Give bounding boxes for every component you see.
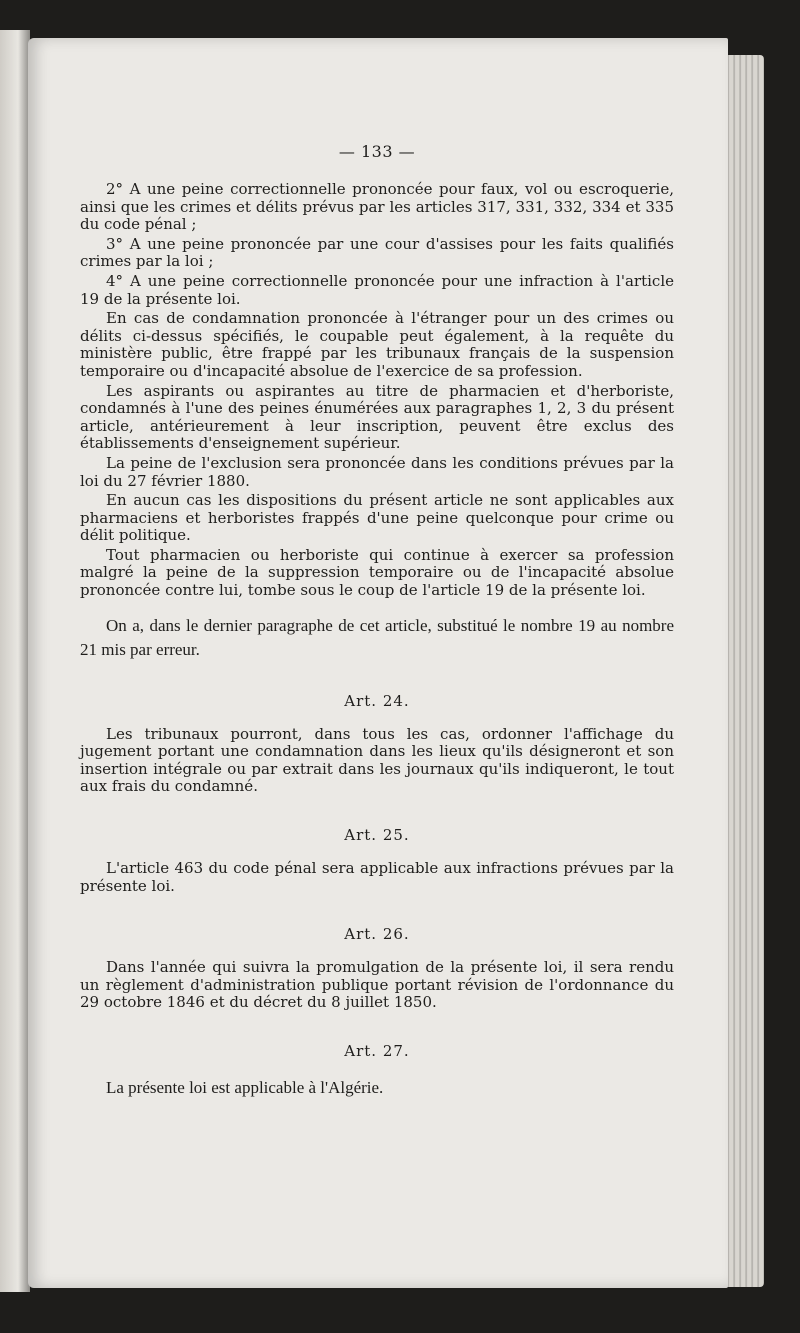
article-26-text: Dans l'année qui suivra la promulgation de la présente loi, il sera rendu un règlement d'administration publique portant révision de l'ordonnance du 29 octobre 1846 et du décret du 8 juillet 1850. xyxy=(80,958,674,1012)
article-24-text: Les tribunaux pourront, dans tous les cas, ordonner l'affichage du jugement portant une condamnation dans les lieux qu'ils désigneront et son insertion intégrale ou par extrait dans les journaux qu'ils indiqueront, le tout aux frais du condamné. xyxy=(80,724,674,796)
paragraph: 4° A une peine correctionnelle prononcée pour une infraction à l'article 19 de la présente loi. xyxy=(80,271,674,308)
article-24-heading: Art. 24. xyxy=(344,691,410,710)
editorial-note: On a, dans le dernier paragraphe de cet article, substitué le nombre 19 au nombre 21 mis par erreur. xyxy=(80,615,674,659)
book-page xyxy=(28,38,728,1288)
paragraph: En cas de condamnation prononcée à l'étranger pour un des crimes ou délits ci-dessus spécifiés, le coupable peut également, à la requête du ministère public, être frappé par les tribunaux français de la suspension temporaire ou d'incapacité absolue de l'exercice de sa profession. xyxy=(80,309,674,380)
page-number: — 133 — xyxy=(338,142,416,161)
article-27-text: La présente loi est applicable à l'Algérie. xyxy=(106,1078,384,1097)
paragraph: En aucun cas les dispositions du présent article ne sont applicables aux pharmaciens et herboristes frappés d'une peine quelconque pour crime ou délit politique. xyxy=(80,491,674,545)
page-content xyxy=(80,142,674,1100)
paragraph: 3° A une peine prononcée par une cour d'assises pour les faits qualifiés crimes par la loi ; xyxy=(80,234,674,271)
paragraph: Les aspirants ou aspirantes au titre de pharmacien et d'herboriste, condamnés à l'une des peines énumérées aux paragraphes 1, 2, 3 du présent article, antérieurement à leur inscription, peuvent être exclus des établissements d'enseignement supérieur. xyxy=(80,381,674,453)
article-26-heading: Art. 26. xyxy=(344,925,410,944)
article-25-text: L'article 463 du code pénal sera applicable aux infractions prévues par la présente loi. xyxy=(80,859,674,895)
article-27-heading: Art. 27. xyxy=(344,1042,410,1060)
left-page-edge xyxy=(0,30,30,1292)
article-25-heading: Art. 25. xyxy=(344,826,410,845)
paragraph: 2° A une peine correctionnelle prononcée pour faux, vol ou escroquerie, ainsi que les crimes et délits prévus par les articles 317, 331, 332, 334 et 335 du code pénal ; xyxy=(80,180,674,234)
page-stack-edges xyxy=(724,55,764,1287)
paragraph: Tout pharmacien ou herboriste qui continue à exercer sa profession malgré la peine de la suppression temporaire ou de l'incapacité absolue prononcée contre lui, tombe sous le coup de l'article 19 de la présente loi. xyxy=(80,545,674,600)
paragraph: La peine de l'exclusion sera prononcée dans les conditions prévues par la loi du 27 février 1880. xyxy=(80,453,674,490)
